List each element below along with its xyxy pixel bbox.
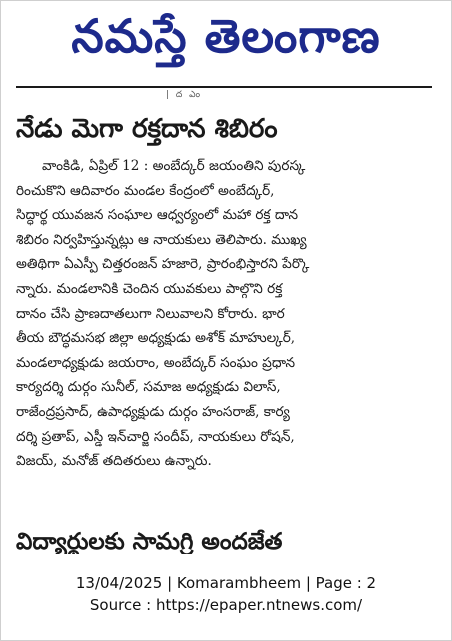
footer-source: Source : https://epaper.ntnews.com/ xyxy=(89,596,363,614)
article-line: దర్శి ప్రతాప్, ఎస్డీ ఇన్‌చార్జి సందీప్, నాయకులు రోషన్, xyxy=(16,428,295,445)
article-body xyxy=(16,154,432,474)
clipping-footer xyxy=(0,572,452,616)
footer-date-edition: 13/04/2025 | Komarambheem | Page : 2 xyxy=(75,574,377,592)
article-line: రాజేంద్రప్రసాద్, ఉపాధ్యక్షుడు దుర్గం హంసరాజ్, కార్య xyxy=(16,403,290,420)
article-line: శిబిరం నిర్వహిస్తున్నట్లు ఆ నాయకులు తెలిపారు. ముఖ్య xyxy=(16,231,307,248)
article-line: వాంకిడి, ఏప్రిల్ 12 : అంబేద్కర్ జయంతిని పురస్క xyxy=(42,158,306,174)
article-line: సిద్ధార్థ యువజన సంఘాల ఆధ్వర్యంలో మహా రక్త దాన xyxy=(16,207,299,224)
article-line: తీయ బౌద్ధమసభ జిల్లా అధ్యక్షుడు అశోక్ మాహుల్కర్, xyxy=(16,330,296,347)
newspaper-masthead: నమస్తే తెలంగాణ xyxy=(71,9,381,63)
previous-article-fragment: | ద ఎం xyxy=(166,90,203,100)
article-line: అతిథిగా ఏఎస్పీ చిత్తరంజన్ హజారె, ప్రారంభిస్తారని పేర్కొ xyxy=(16,256,310,273)
article-line: విజయ్, మనోజ్ తదితరులు ఉన్నారు. xyxy=(16,453,212,470)
column-rule xyxy=(16,86,432,88)
article-line: కార్యదర్శి దుర్గం సునీల్, సమాజ అధ్యక్షుడు విలాస్, xyxy=(16,379,281,396)
article-line: రించుకొని ఆదివారం మండల కేంద్రంలో అంబేద్కర్, xyxy=(16,182,275,199)
article-line: న్నారు. మండలానికి చెందిన యువకులు పాల్గొని రక్త xyxy=(16,280,283,297)
next-article-headline: విద్యార్థులకు సామగ్రి అందజేత xyxy=(16,529,283,554)
article-line: దానం చేసి ప్రాణదాతలుగా నిలువాలని కోరారు. భార xyxy=(16,305,285,322)
article-line: మండలాధ్యక్షుడు జయరాం, అంబేద్కర్ సంఘం ప్రధాన xyxy=(16,354,296,371)
article-headline: నేడు మెగా రక్తదాన శిబిరం xyxy=(16,114,278,144)
news-clipping xyxy=(16,86,436,554)
